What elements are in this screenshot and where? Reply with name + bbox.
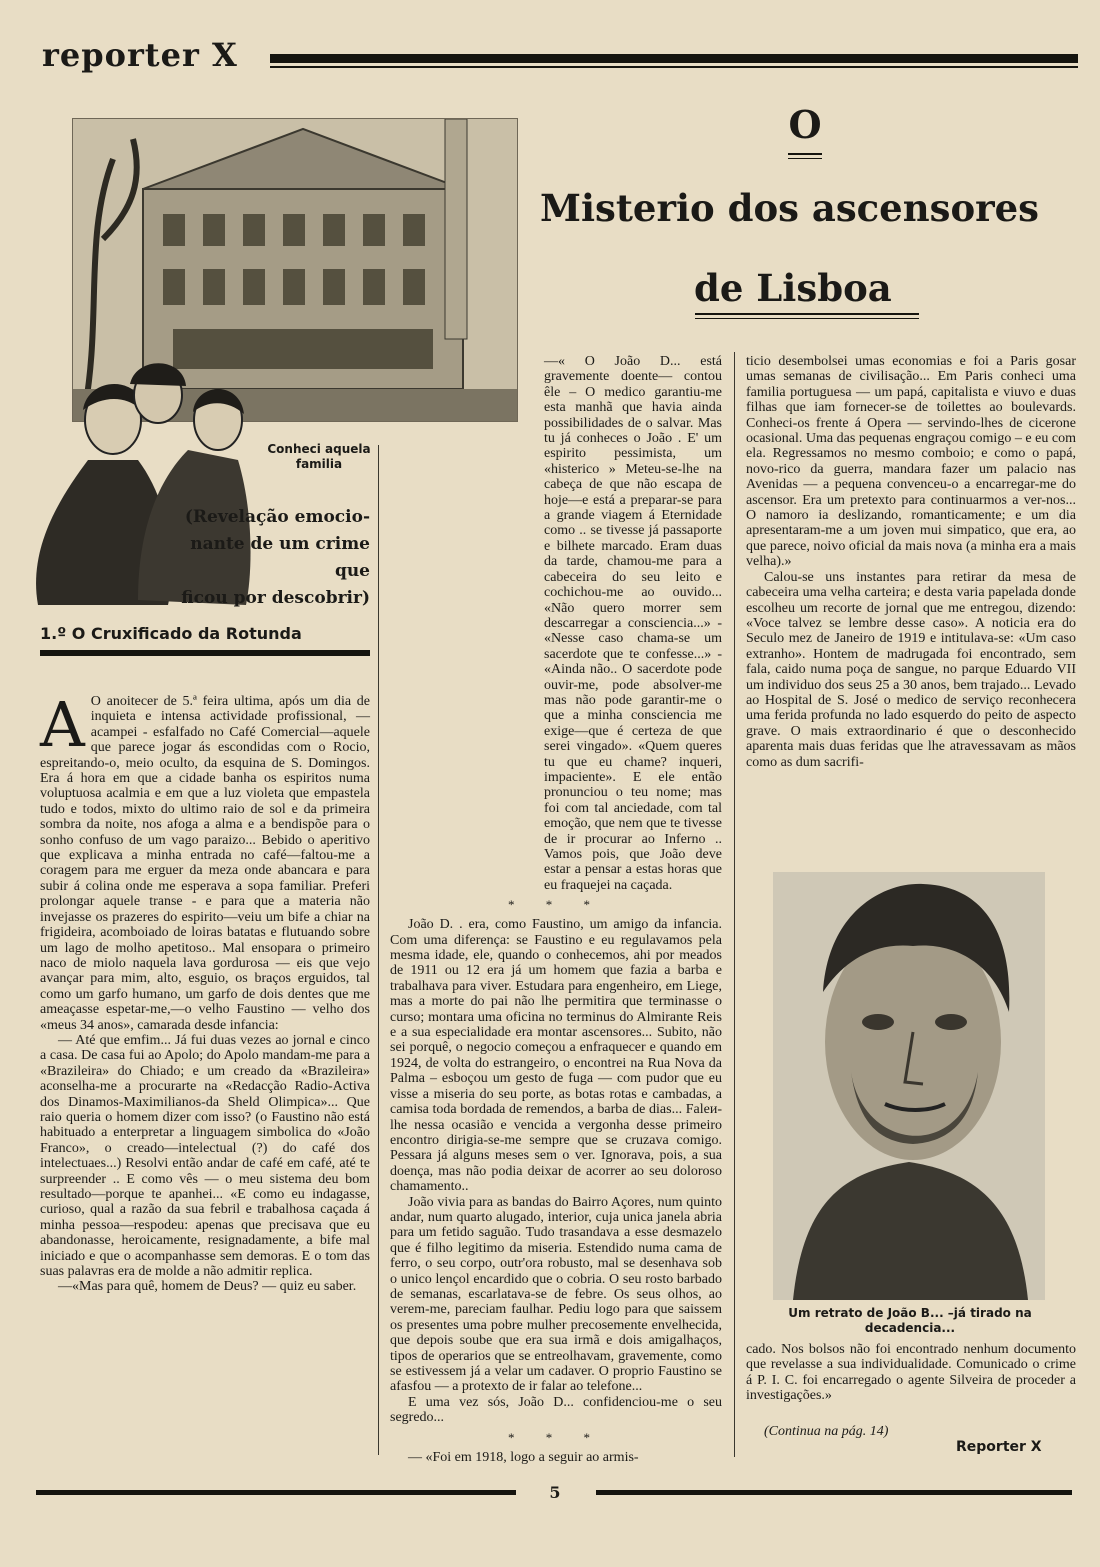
paragraph: João vivia para as bandas do Bairro Açores, num quinto andar, num quarto alugado, interior, cuja unica janela abria para um fetido saguão. Tudo trasandava a esse desmazelo que é filho legitimo da miseria. Estendido numa cama de ferro, o seu corpo, outr'ora robusto, mal se desenhava sob o unico lençol encardido que o cobria. O seu rosto barbado de semanas, escarlatava-se de febre. Os seus olhos, ao verem-me, pareciam faulhar. Pediu logo para que saissem os presentes uma pobre mulher precosemente envelhecida, que depois soube que era sua irmã e dois amigalhaços, tipos de operarios que se entreolhavam, gravemente, como se estivessem já a velar um cadaver. O proprio Faustino se afasfou — a protexto de ir falar ao telefone... [390, 1194, 722, 1395]
headline-line1: Misterio dos ascensores [540, 186, 1039, 230]
revelation-line: nante de um crime que [190, 534, 370, 581]
section-stars: * * * [508, 1429, 604, 1445]
headline-rule [695, 318, 919, 319]
column-2 [390, 354, 722, 1465]
column-separator [734, 352, 735, 1457]
column-separator [378, 445, 379, 1455]
signature: Reporter X [956, 1439, 1042, 1455]
revelation-line: (Revelação emocio- [184, 507, 370, 527]
page-number: 5 [549, 1483, 561, 1502]
portrait-photo [773, 872, 1045, 1300]
revelation-line: ficou por descobrir) [181, 588, 370, 608]
headline-line2: de Lisboa [694, 266, 892, 310]
subtitle: 1.º O Cruxificado da Rotunda [40, 624, 302, 643]
paragraph: João D. . era, como Faustino, um amigo da infancia. Com uma diferença: se Faustino e eu regulavamos pela mesma idade, ele, quando o conhecemos, ahi por meados de 1911 ou 12 era já um homem que fazia a barba e trabalhava para viver. Estudara para engenheiro, em Liege, mas a morte do pai não lhe permitira que terminasse o curso; montara uma oficina no terminus do Almirante Reis e a sua especialidade era montar ascensores... Subito, não sei porquê, o negocio começou a enfraquecer e quando em 1924, de volta do estrangeiro, o encontrei na Rua Nova da Palma – esboçou um gesto de fuga — com pudor que eu visse a miseria do seu porte, as botas rotas e cambadas, a camisa toda bordada de remendos, a barba de dias... Faleи-lhe nessa ocasião e vencida a vergonha desse primeiro encontro dirigia-se-me sempre que se cruzava comigo. Pessara já alguns meses sem o ver. Ignorava, pois, a sua doença, mas não podia deixar de acorrer ao seu doloroso chamamento.. [390, 917, 722, 1195]
masthead-rule-thin [270, 66, 1078, 68]
paragraph: —«Mas para quê, homem de Deus? — quiz eu saber. [58, 1279, 357, 1295]
subtitle-rule [40, 650, 370, 656]
paragraph: Calou-se uns instantes para retirar da mesa de cabeceira uma velha carteira; e desta varia papelada donde escolheu um recorte de jornal que me entregou, dizendo: «Voce talvez se lembre desse caso». A noticia era do Seculo mez de Janeiro de 1919 e intitulava-se: «Um caso extranho». Hontem de madrugada foi encontrado, sem fala, caido numa poça de sangue, no parque Eduardo VII um individuo dos seus 25 a 30 anos, bem trajado... Levado ao Hospital de S. José o medico de serviço reconhecera uma ferida profunda no lado esquerdo do peito de aspecto grave. O mais extraordinario é que o desconhecido aparenta mais duas feridas que lhe atravessavam as mãos como as dum sacrifi- [746, 569, 1076, 770]
section-stars: * * * [508, 897, 604, 913]
masthead-rule [270, 54, 1078, 63]
paragraph: O anoitecer de 5.ª feira ultima, após um dia de inquieta e intensa actividade profissional, — acampei - esfalfado no Café Comercial—aquele que parece jogar ás escondidas com o Rocio, espreitando-o, meio oculto, da esquina de S. Domingos. Era á hora em que a cidade banha os espiritos numa voluptuosa acalmia e em que a luz violeta que empastela tudo e todos, mixto do ultimo raio de sol e da primeira sombra da noite, nos afoga a alma e a bendispõe para o sonho confuso de um vago paraizo... Bebido o aperitivo que explicava a minha entrada no café—faltou-me a coragem para me erguer da meza onde abancara e para subir á colina onde me esperava a sopa familiar. Preferi prolongar aquele transe - e para que a materia não invejasse os prazeres do espirito—veiu um bife a chiar na frigideira, acomboiado de loiras batatas e flutuando sobre um lago de molho apetitoso.. Mal ensopara o primeiro naco de miolo naquela lava gordurosa — eis que vejo avançar para mim, alto, esguio, os braços erguidos, tal como um garfo humano, um garfo de dois dentes que me ameaçasse espetar-me,—o velho Faustino — velho dos «meus 34 anos», camarada desde infancia: [40, 694, 370, 1033]
illustration-caption: Conheci aquela familia [267, 442, 371, 471]
column-1 [40, 688, 370, 1295]
footer-rule-right [596, 1490, 1072, 1495]
footer-rule-left [36, 1490, 516, 1495]
column-3 [746, 354, 1076, 770]
paragraph: ticio desembolsei umas economias e foi a Paris gosar umas semanas de civilisação... Em Paris conheci uma familia portuguesa — um papá, capitalista e viuvo e duas filhas que iam fornecer-se de toilettes ao boulevards. Conheci-os frente á Opera — servindo-lhes de cicerone ocasional. Uma das pequenas engraçou comigo – e eu com ela. Regressamos no mesmo comboio; e como o papá, novo-rico da guerra, mandara fazer um palacio nas Avenidas — a pequena convenceu-o a encarregar-me do ascensor. Era um pretexto para continuarmos a ver-nos... O namoro ia deslizando, romanticamente; e um dia apresentaram-me a um joven mui simpatico, que era, ao que parece, noivo oficial da mais nova (a minha era a mais velha).» [746, 354, 1076, 570]
paragraph: E uma vez sós, João D... confidenciou-me o seu segredo... [390, 1394, 722, 1426]
title-article: O [788, 102, 822, 147]
continuation-note: (Continua na pág. 14) [764, 1424, 889, 1439]
drop-cap: A [40, 688, 85, 761]
column-3-continued [746, 1342, 1076, 1404]
paragraph: cado. Nos bolsos não foi encontrado nenhum documento que revelasse a sua individualidade. Comunicado o crime á P. I. C. foi encarregado o agente Silveira de proceder a investigações.» [746, 1342, 1076, 1404]
title-o-rule [788, 153, 822, 155]
paragraph: —« O João D... está gravemente doente— contou êle – O medico garantiu-me esta manhã que havia ainda possibilidades de o salvar. Mas tu já conheces o João . E' um espirito pessimista, um «histerico » Meteu-se-lhe na cabeça de que não escapa de hoje—e está a preparar-se para a grande viagem á Eternidade como .. se tivesse já passaporte e bilhete marcado. Eram duas da tarde, chamou-me para a cabeceira do seu leito e cochichou-me ao ouvido... «Não quero morrer sem descarregar a consciencia...» - «Nesse caso chama-se um sacerdote que te confesse...» - «Ainda não.. O sacerdote pode ouvir-me, pode absolver-me mas não pode garantir-me o que a minha consciencia me exige—que é certeza de que serei vingado». «Quem queres tu que eu chame? inqueri, impaciente». E ele então pronunciou o teu nome; mas foi com tal anciedade, com tal emoção, que nem que te tivesse de ir procurar ao Inferno .. Vamos pois, que João deve estar a pensar a estas horas que eu fraquejei na caçada. [544, 354, 722, 893]
paragraph: — «Foi em 1918, logo a seguir ao armis- [408, 1449, 639, 1465]
headline-rule [695, 313, 919, 315]
paragraph: — Até que emfim... Já fui duas vezes ao jornal e cinco a casa. De casa fui ao Apolo; do Apolo mandam-me para a «Brazileira» do Chiado; e um creado da «Brazileira» aconselha-me a procurarte na «Redacção Radio-Activa dos Dinamos-Maximilianos-da Sheld Olimpica»... Que raio queria o homem dizer com isso? (o Faustino não está habituado a enterpretar a linguagem simbolica do «João Franco», o creado—intelectual (?) do café dos intelectuaes...) Resolvi então andar de café em café, até te surpreender .. E como vês — o meu sistema deu bom resultado—porque te apanhei... «E como eu indagasse, curioso, qual a razão da sua febril e trabalhosa caçada á minha pessoa—respodeu: apenas que precisava que eu abandonasse, heroicamente, resignadamente, a bife mal iniciado e que o acompanhasse sem demoras. E o tom das suas palavras era de molde a não admitir replica. [40, 1032, 370, 1280]
photo-caption: Um retrato de João B... –já tirado na decadencia... [788, 1306, 1032, 1335]
title-o-rule [788, 158, 822, 159]
revelation-box [170, 504, 370, 612]
masthead: reporter X [42, 36, 238, 74]
